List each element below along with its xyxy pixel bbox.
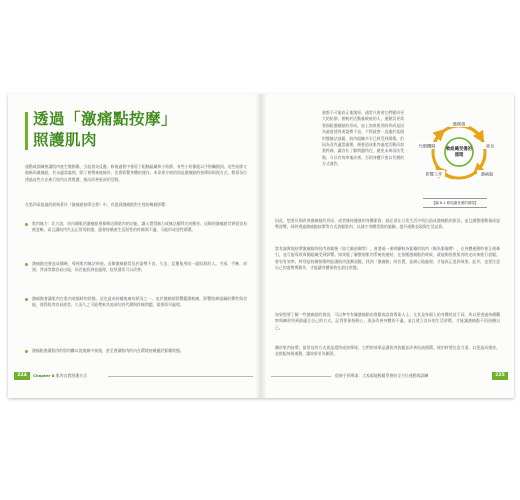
body-paragraph: 因此，想要長期改善激痛點的形成，或者維持健康的身體素質，就必須在日常生活中找出造成激痛點的原因，並且調整運動量或姿勢習慣，同時透過激痛點按摩等方式放鬆肌肉，以減少身體受傷的風險，提升運動表現與生活品質。 bbox=[275, 218, 500, 230]
cycle-node-label: 微創傷 bbox=[452, 121, 466, 127]
cycle-node-label: 發炎 bbox=[485, 143, 495, 149]
cycle-arrow bbox=[477, 156, 485, 171]
book-spread bbox=[8, 94, 514, 398]
cycle-diagram bbox=[409, 106, 509, 196]
bullet-icon bbox=[25, 298, 28, 301]
footer-rule bbox=[108, 376, 253, 377]
cycle-center-label-line1: 軟組織受傷的 bbox=[446, 147, 472, 152]
footer-chapter-label: Chapter 8 bbox=[33, 373, 55, 378]
bullet-item: 肌肉無力：比方說，肩內側肌的激痛點會抑制這個肌肉的功能，讓人覺得無力或無法順利完成動作。這類的激痛點其實很容易被忽略，而且讓肌肉失去正常的收縮，還會持續產生反射性的疼痛與不適，可能形成惡性循環。 bbox=[32, 221, 247, 233]
cycle-arrow bbox=[468, 127, 481, 138]
body-paragraph: 當有誠實地按摩激痛點的肌肉放鬆後（如大腿前側等），會發現一來明顯較為緊繃的肌肉（稱為緊繃帶），在身體運動時會互相牽引，並可能導致周圍組織受到影響。如果能了解整個肌肉系統的連結，在按壓激痛點的時候，就能夠依照肌肉的走向來進行放鬆，會更有效率。特別是持續按壓時能讓肌肉逐漸放鬆，找到「激痛點」的位置，並耐心地處理，才能真正達到效果。此外，也要注意自己的姿勢與動作，才能讓身體保持在最佳狀態。 bbox=[275, 246, 500, 271]
cycle-node-label: 激痛點 bbox=[480, 171, 494, 177]
page-number-right: 225 bbox=[492, 372, 508, 380]
bullet-item: 激痛點也會造成僵硬，導致肌肉無法伸展。這類激痛點常見於姿勢不良、久坐、反覆使用同一組肌群的人。手部、手腕、肩頸、背部等都容易出現，但若能找到並處理，症狀通常可以改善。 bbox=[32, 261, 247, 273]
title-line-2: 照護肌肉 bbox=[33, 130, 98, 149]
bullet-item: 激痛點會讓肌肉的肌肉難以從痠痛中恢復，甚至會讓肌肉的內在環境持續處於緊繃狀態。 bbox=[32, 348, 184, 353]
chapter-section-title bbox=[33, 108, 213, 150]
body-paragraph: 如果想要了解一些激痛點的資訊，可以參考有關激痛點的書籍或諮詢專業人士。尤其是每個人的身體狀況不同，所以要透過持續觀察與練習找到最適合自己的方式。記得要保持耐心，逐步改善身體的不適，並且建立良好的生活習慣，才能讓激痛點不再困擾自己。 bbox=[275, 312, 500, 330]
cycle-node-label: 影響工作 bbox=[425, 171, 443, 177]
bullet-icon bbox=[25, 350, 28, 353]
bullet-icon bbox=[25, 223, 28, 226]
footer-book-title: 從新手到專業：大家都能輕鬆學會的全方位運動與訓練 bbox=[335, 373, 429, 378]
intro-paragraph: 運動或訓練會讓肌肉產生微創傷，引起發炎反應。修復過程中會留下粗糙組織和小結節，有些小結節能以手指觸摸到。這些結節又被稱為激痛點，若未適當處理，除了會帶來痠痛外，也會影響身體的運作。本章要介紹的即是激痛點的按摩原則與方式，教導各位透過這些方法進行肌肉自我照護，進而改善患部的活動。 bbox=[25, 164, 247, 182]
column-paragraph: 滋都不可能真正地復原，通常只會使它們變成更大的結節，相較於活動量較低的人，運動員更需要預防激痛點的形成。加上如果肌肉的形成是因為過度使用或姿勢不良，不然就會一直處於某個形態無法放鬆，肌肉組織多半已經受到損傷，但因為沒有適當處理，便會造成肌肉過度活動而加重疼痛，讓各位了解問題所在，避免未來再次受傷，可以有效率地改善，否則身體只會以代償的方式運作。 bbox=[322, 110, 404, 167]
cycle-node-label: 代償機制 bbox=[418, 143, 436, 149]
figure-caption: 【圖 8-1 軟組織受傷的循環】 bbox=[423, 198, 487, 208]
left-page bbox=[8, 94, 261, 398]
title-accent-bar bbox=[25, 112, 28, 150]
footer-chapter-title: 肌肉自我照護方式 bbox=[55, 373, 87, 378]
cycle-center-label-line2: 循環 bbox=[454, 153, 464, 158]
footer-chapter bbox=[33, 372, 87, 380]
cycle-center-circle bbox=[445, 138, 473, 166]
footer-rule bbox=[271, 376, 331, 377]
bullet-item: 激痛點會讓肌肉在肌肉收縮時的狀態，這也造成持續痠痛的原因之一。由於激痛點影響範圍較廣，影響結締組織的彈性與功能，使得肌肉容易疲勞，久而久之可能帶來其他部位的代償與疼痛問題，需要即早處理。 bbox=[32, 296, 247, 308]
bullet-icon bbox=[25, 263, 28, 266]
body-paragraph: 關於肌肉按摩，最常見的方式就是滾筒或按摩球，它們的效果是讓肌肉放鬆並改善血液循環。使用時要注意力道，以免造成傷害，並搭配伸展運動，讓效果更為顯著。 bbox=[275, 345, 500, 357]
right-page bbox=[261, 94, 514, 398]
lead-paragraph: 在第四章提過的經典著作《激痛點按摩全書》中，有提到激痛點對生理的幾個影響： bbox=[25, 202, 169, 207]
page-number-left: 224 bbox=[14, 372, 30, 380]
title-line-1: 透過「激痛點按摩」 bbox=[33, 109, 178, 128]
